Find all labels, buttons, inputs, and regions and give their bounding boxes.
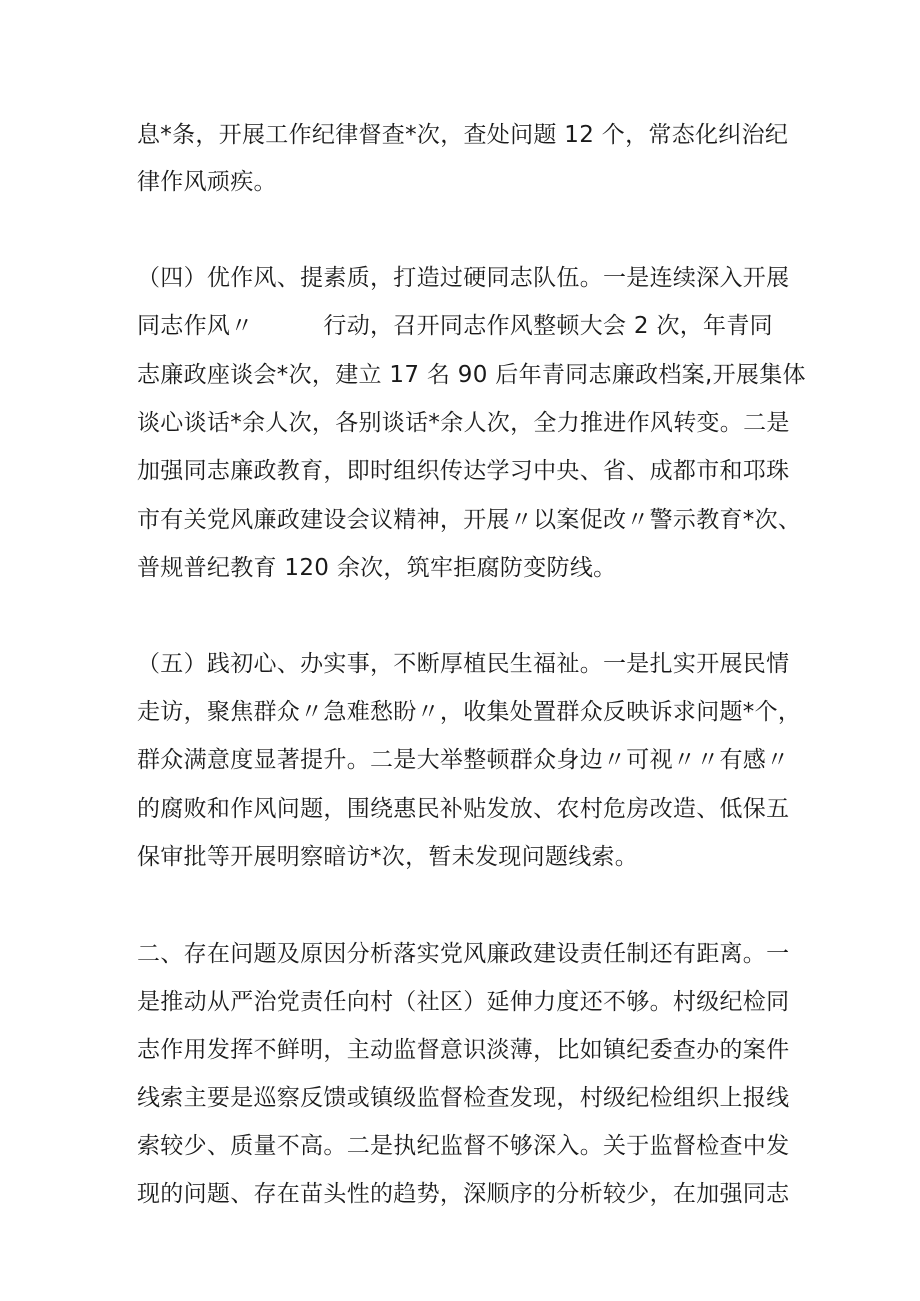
text-line: 线索主要是巡察反馈或镇级监督检查发现，村级纪检组织上报线 bbox=[137, 1085, 790, 1111]
text-line: 普规普纪教育 120 余次，筑牢拒腐防变防线。 bbox=[137, 555, 617, 581]
text-line: 志廉政座谈会*次，建立 17 名 90 后年青同志廉政档案,开展集体 bbox=[137, 362, 806, 388]
text-line: 现的问题、存在苗头性的趋势，深顺序的分析较少，在加强同志 bbox=[137, 1181, 790, 1207]
text-line: 市有关党风廉政建设会议精神，开展〃以案促改〃警示教育*次、 bbox=[137, 507, 802, 533]
text-line: 志作用发挥不鲜明，主动监督意识淡薄，比如镇纪委查办的案件 bbox=[137, 1037, 790, 1063]
text-line: 的腐败和作风问题，围绕惠民补贴发放、农村危房改造、低保五 bbox=[137, 796, 790, 822]
text-line: 群众满意度显著提升。二是大举整顿群众身边〃可视〃〃有感〃 bbox=[137, 747, 790, 773]
text-line: 走访，聚焦群众〃急难愁盼〃，收集处置群众反映诉求问题*个， bbox=[137, 699, 802, 725]
text-line: 索较少、质量不高。二是执纪监督不够深入。关于监督检查中发 bbox=[137, 1133, 790, 1159]
text-line: （四）优作风、提素质，打造过硬同志队伍。一是连续深入开展 bbox=[137, 265, 790, 291]
text-line: 是推动从严治党责任向村（社区）延伸力度还不够。村级纪检同 bbox=[137, 989, 790, 1015]
text-line: 加强同志廉政教育，即时组织传达学习中央、省、成都市和邛珠 bbox=[137, 458, 790, 484]
text-line: 律作风顽疾。 bbox=[137, 169, 277, 195]
text-line: 谈心谈话*余人次，各别谈话*余人次，全力推进作风转变。二是 bbox=[137, 410, 790, 436]
text-line: 二、存在问题及原因分析落实党风廉政建设责任制还有距离。一 bbox=[137, 941, 790, 967]
text-line: （五）践初心、办实事，不断厚植民生福祉。一是扎实开展民情 bbox=[137, 651, 790, 677]
text-line: 息*条，开展工作纪律督查*次，查处问题 12 个，常态化纠治纪 bbox=[137, 122, 789, 148]
text-line: 同志作风〃 行动，召开同志作风整顿大会 2 次，年青同 bbox=[137, 313, 773, 339]
text-line: 保审批等开展明察暗访*次，暂未发现问题线索。 bbox=[137, 844, 639, 870]
